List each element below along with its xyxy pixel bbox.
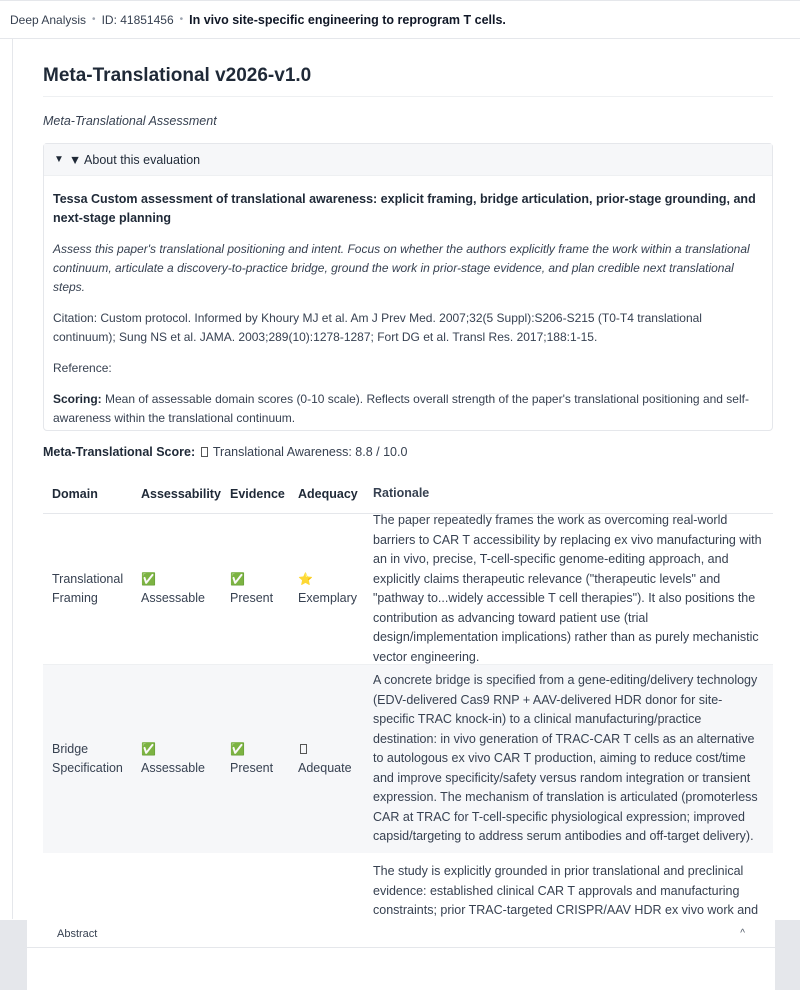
domain-cell: Translational Framing	[52, 571, 124, 605]
title-divider	[43, 96, 773, 97]
gutter-right	[776, 920, 800, 990]
scoring-text: Mean of assessable domain scores (0-10 scale). Reflects overall strength of the paper's translational positioning and self-awareness within the translational continuum.	[53, 392, 749, 425]
breadcrumb-bar	[0, 0, 800, 39]
gutter-left	[0, 920, 26, 990]
about-scoring	[53, 390, 763, 428]
breadcrumb-id: ID: 41851456	[101, 12, 174, 27]
assessability-cell	[132, 740, 221, 779]
left-divider	[12, 39, 13, 919]
abstract-toggle[interactable]	[27, 920, 775, 948]
adequacy-cell	[289, 740, 364, 779]
about-reference: Reference:	[53, 361, 112, 375]
adequate-box-icon	[298, 740, 364, 760]
rationale-cell: A concrete bridge is specified from a gene-editing/delivery technology (EDV-delivered Cas9 RNP + AAV-delivered HDR donor for site-specific TRAC knock-in) to a clinical manufacturing/practice destination: in vivo generation of TRAC-CAR T cells as an alternative to autologous ex vivo CAR T production, aiming to reduce cost/time and improve specificity/safety versus random integration or transient expression. The mechanism of translation is articulated (promoterless CAR at TRAC for T-cell-specific physiological expression; improved capsid/targeting to address serum antibodies and off-target delivery).	[373, 673, 758, 844]
header-domain: Domain	[52, 486, 98, 501]
score-badge-icon	[201, 447, 208, 457]
evidence-value: Present	[230, 591, 274, 605]
evidence-value: Present	[230, 761, 274, 775]
header-assessability: Assessability	[141, 486, 221, 501]
assessability-value: Assessable	[141, 591, 205, 605]
about-evaluation-toggle[interactable]	[44, 144, 772, 176]
meta-translational-score	[43, 445, 407, 459]
abstract-label: Abstract	[57, 927, 98, 940]
domain-cell: Bridge Specification	[52, 741, 123, 775]
breadcrumb-separator: •	[92, 14, 96, 25]
header-rationale: Rationale	[373, 485, 430, 500]
about-citation: Citation: Custom protocol. Informed by Khoury MJ et al. Am J Prev Med. 2007;32(5 Suppl):S206-S215 (T0-T4 translational continuum); Sung NS et al. JAMA. 2003;289(10):1278-1287; Fort DG et al. Transl Res. 2017;188:1-15.	[53, 311, 702, 344]
table-header	[43, 474, 773, 514]
table-row	[43, 665, 773, 853]
adequacy-value: Adequate	[298, 761, 352, 775]
evidence-cell	[221, 570, 289, 609]
breadcrumb-section[interactable]: Deep Analysis	[10, 12, 87, 27]
assessability-value: Assessable	[141, 761, 205, 775]
header-adequacy: Adequacy	[298, 486, 358, 501]
about-description: Assess this paper's translational positioning and intent. Focus on whether the authors explicitly frame the work within a translational continuum, articulate a discovery-to-practice bridge, ground the work in prior-stage evidence, and plan credible next translational steps.	[53, 242, 750, 294]
rationale-cell: The study is explicitly grounded in prior translational and preclinical evidence: established clinical CAR T approvals and manufacturing constraints; prior TRAC-targeted CRISPR/AAV HDR ex vivo work and	[373, 864, 759, 917]
about-evaluation-panel	[43, 143, 773, 431]
abstract-panel	[26, 920, 776, 990]
box-glyph	[300, 744, 307, 754]
breadcrumb-paper-title: In vivo site-specific engineering to reprogram T cells.	[189, 12, 506, 27]
scoring-label: Scoring:	[53, 392, 102, 406]
score-value: Translational Awareness: 8.8 / 10.0	[212, 445, 408, 459]
check-icon: ✅	[141, 741, 156, 756]
breadcrumb-separator: •	[179, 14, 184, 25]
star-icon: ⭐	[298, 571, 313, 586]
adequacy-value: Exemplary	[298, 591, 358, 605]
about-evaluation-body	[44, 176, 772, 428]
disclosure-triangle-icon: ▼	[54, 154, 64, 165]
check-icon: ✅	[230, 571, 245, 586]
adequacy-cell	[289, 570, 364, 609]
check-icon: ✅	[230, 741, 245, 756]
check-icon: ✅	[141, 571, 156, 586]
about-heading: Tessa Custom assessment of translational awareness: explicit framing, bridge articulation, prior-stage grounding, and next-stage planning	[53, 192, 756, 225]
assessability-cell	[132, 570, 221, 609]
evidence-cell	[221, 740, 289, 779]
header-evidence: Evidence	[230, 486, 285, 501]
chevron-up-icon[interactable]: ^	[740, 928, 745, 939]
report-subtitle: Meta-Translational Assessment	[43, 114, 217, 128]
domain-table	[43, 474, 773, 943]
table-row	[43, 514, 773, 665]
page-title: Meta-Translational v2026-v1.0	[43, 65, 312, 86]
score-label: Meta-Translational Score:	[43, 445, 196, 459]
about-evaluation-label: ▼ About this evaluation	[68, 152, 201, 167]
rationale-cell: The paper repeatedly frames the work as overcoming real-world barriers to CAR T accessibility by replacing ex vivo manufacturing with an in vivo, precise, T-cell-specific genome-editing approach, and explicitly claims therapeutic relevance ("therapeutic levels" and "pathway to...widely accessible T cell therapies"). It also positions the contribution as advancing toward patient use (trial design/implementation implications) rather than as purely mechanistic vector engineering.	[373, 513, 762, 664]
